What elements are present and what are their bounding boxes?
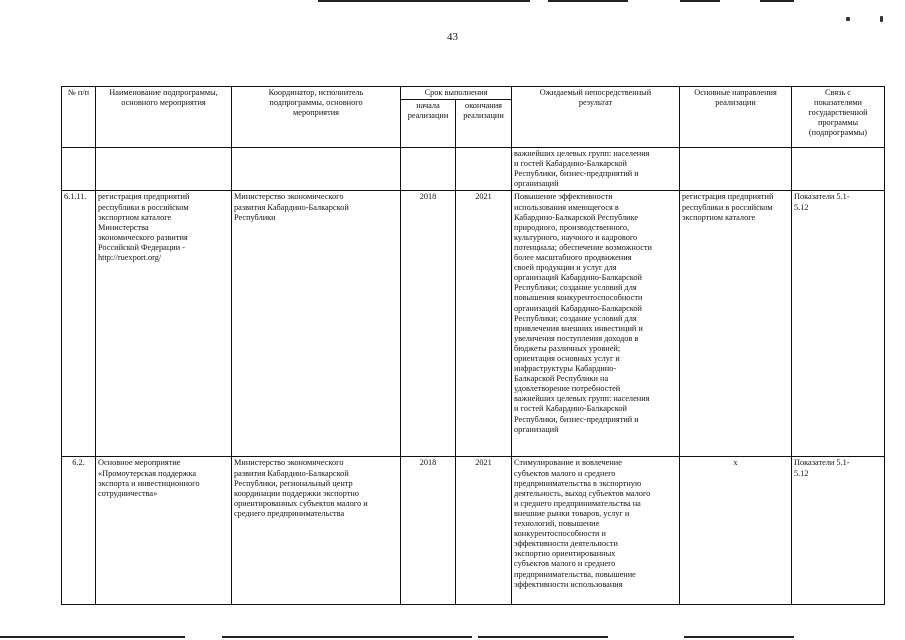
row-result: Стимулирование и вовлечение субъектов малого и среднего предпринимательства в экспортную деятельность, выход субъектов малого и среднего предпринимательства на внешние рынки товаров, услуг и технологий, повышение конкурентоспособности и эффективности деятельности экспортно ориентированных субъектов малого и среднего предпринимательства, повышение эффективности использования: [512, 457, 680, 605]
row-directions: регистрация предприятий республики в российском экспортном каталоге: [680, 191, 792, 457]
row-num: 6.2.: [62, 457, 96, 605]
scan-artifact: [880, 16, 883, 22]
scan-artifact: [318, 0, 530, 2]
scan-artifact: [846, 17, 850, 21]
scan-artifact: [0, 636, 185, 638]
row-name: [96, 148, 232, 191]
scan-artifact: [548, 0, 628, 2]
header-num: № п/п: [62, 87, 96, 148]
row-end: 2021: [456, 457, 512, 605]
header-link: Связь с показателями государственной программы (подпрограммы): [792, 87, 885, 148]
row-directions: [680, 148, 792, 191]
row-name: Основное мероприятие «Промоутерская поддержка экспорта и инвестиционного сотрудничества»: [96, 457, 232, 605]
header-start: начала реализации: [401, 100, 456, 148]
row-link: Показатели 5.1- 5.12: [792, 191, 885, 457]
row-num: 6.1.11.: [62, 191, 96, 457]
header-coordinator: Координатор, исполнитель подпрограммы, основного мероприятия: [232, 87, 401, 148]
row-end: 2021: [456, 191, 512, 457]
scan-artifact: [222, 636, 472, 638]
table-row: [62, 457, 885, 605]
row-name: регистрация предприятий республики в российском экспортном каталоге Министерства экономического развития Российской Федерации - http://ruexport.org/: [96, 191, 232, 457]
row-start: 2018: [401, 457, 456, 605]
table-row: [62, 148, 885, 191]
scan-artifact: [684, 636, 794, 638]
header-term: Срок выполнения: [401, 87, 512, 100]
row-start: 2018: [401, 191, 456, 457]
row-start: [401, 148, 456, 191]
row-num: [62, 148, 96, 191]
row-directions: х: [680, 457, 792, 605]
header-directions: Основные направления реализации: [680, 87, 792, 148]
table-row: [62, 191, 885, 457]
row-link: Показатели 5.1- 5.12: [792, 457, 885, 605]
row-result: важнейших целевых групп: населения и гостей Кабардино-Балкарской Республики, бизнес-предприятий и организаций: [512, 148, 680, 191]
row-coordinator: [232, 148, 401, 191]
program-table: [61, 86, 885, 605]
row-coordinator: Министерство экономического развития Кабардино-Балкарской Республики: [232, 191, 401, 457]
scan-artifact: [680, 0, 720, 2]
row-link: [792, 148, 885, 191]
row-coordinator: Министерство экономического развития Кабардино-Балкарской Республики, региональный центр координации поддержки экспортно ориентированных субъектов малого и среднего предпринимательства: [232, 457, 401, 605]
scan-artifact: [760, 0, 794, 2]
scan-artifact: [478, 636, 608, 638]
page-number: 43: [447, 31, 458, 43]
header-name: Наименование подпрограммы, основного мероприятия: [96, 87, 232, 148]
row-result: Повышение эффективности использования имеющегося в Кабардино-Балкарской Республике природного, производственного, культурного, научного и кадрового потенциала; обеспечение возможности более масштабного продвижения своей продукции и услуг для организаций Кабардино-Балкарской Республики; создание условий для повышения конкурентоспособности организаций Кабардино-Балкарской Республики; создание условий для привлечения внешних инвестиций и увеличения поступления доходов в бюджеты различных уровней; ориентация основных услуг и инфраструктуры Кабардино- Балкарской Республики на удовлетворение потребностей важнейших целевых групп: населения и гостей Кабардино-Балкарской Республики, бизнес-предприятий и организаций: [512, 191, 680, 457]
header-end: окончания реализации: [456, 100, 512, 148]
row-end: [456, 148, 512, 191]
header-result: Ожидаемый непосредственный результат: [512, 87, 680, 148]
